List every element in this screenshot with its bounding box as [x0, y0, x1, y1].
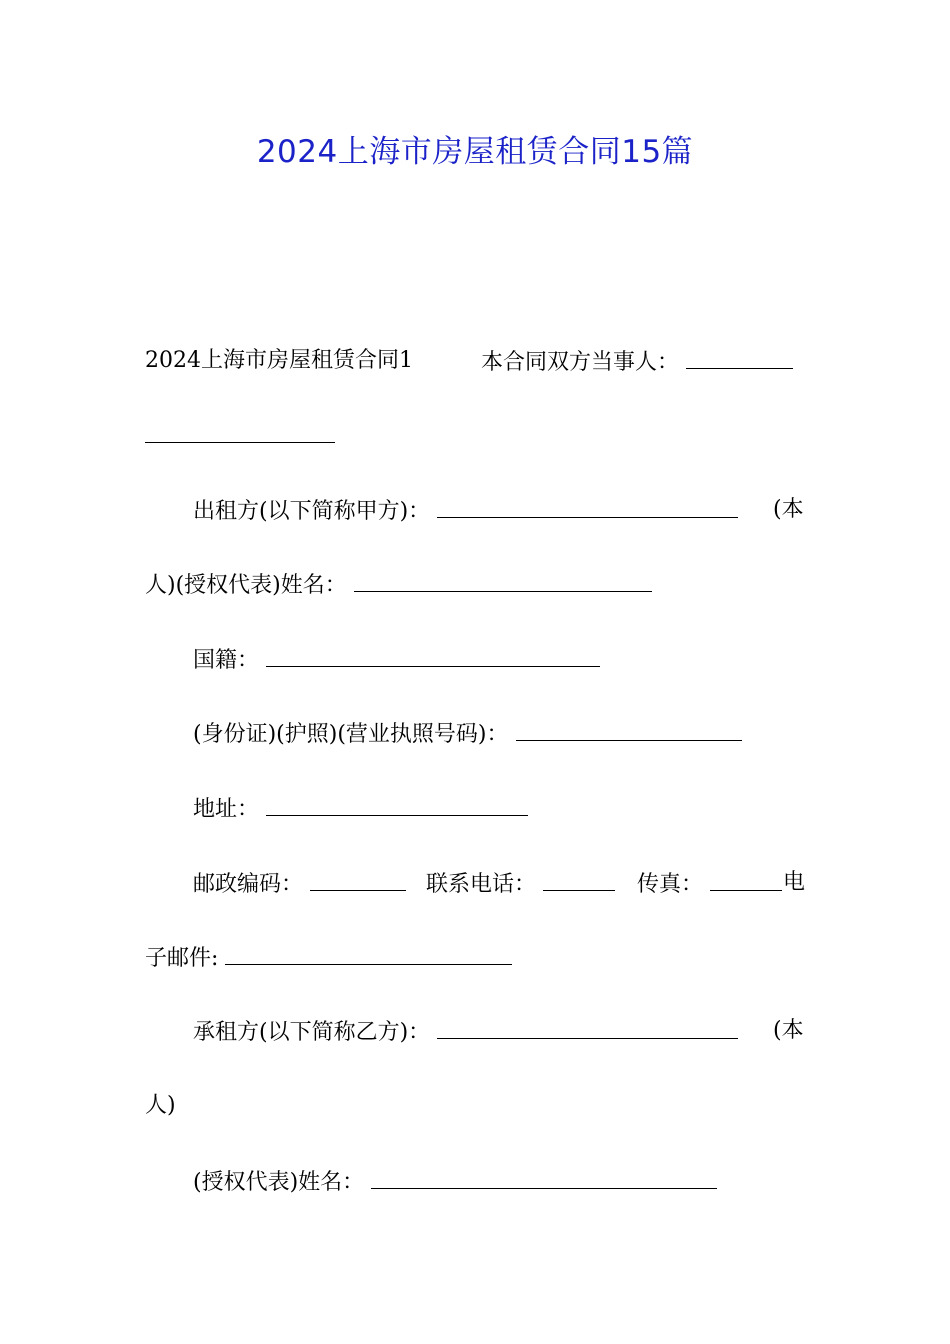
- phone-group: [426, 868, 615, 900]
- lessee-suffix-text: (本: [773, 1018, 804, 1043]
- address-line: [193, 793, 528, 825]
- email-line: [145, 942, 512, 974]
- fax-blank[interactable]: [710, 868, 782, 891]
- fax-label: 传真：: [637, 872, 704, 897]
- nationality-blank[interactable]: [266, 644, 600, 667]
- email-label-start: [783, 868, 805, 898]
- lessor-name-blank[interactable]: [354, 569, 652, 592]
- parties-blank-continued[interactable]: [145, 420, 335, 443]
- lessor-label: 出租方(以下简称甲方)：: [193, 499, 431, 524]
- lessee-blank[interactable]: [437, 1016, 738, 1039]
- id-number-blank[interactable]: [516, 718, 742, 741]
- lessor-name-line: [145, 569, 652, 601]
- phone-blank[interactable]: [543, 868, 615, 891]
- fax-group: [637, 868, 782, 900]
- nationality-label: 国籍：: [193, 648, 260, 673]
- postal-code-label: 邮政编码：: [193, 872, 304, 897]
- lessor-suffix-text: (本: [773, 497, 804, 522]
- document-title: 2024上海市房屋租赁合同15篇: [256, 134, 694, 170]
- contact-line: [193, 868, 406, 900]
- parties-blank[interactable]: [686, 346, 793, 369]
- lessee-label: 承租方(以下简称乙方)：: [193, 1020, 431, 1045]
- lessee-name-blank[interactable]: [371, 1166, 717, 1189]
- lessee-name-line: [193, 1166, 717, 1198]
- lessee-name-label: (授权代表)姓名：: [193, 1170, 365, 1195]
- contract-heading: 2024上海市房屋租赁合同1: [145, 348, 413, 373]
- lessor-blank[interactable]: [437, 495, 738, 518]
- address-blank[interactable]: [266, 793, 528, 816]
- lessee-line: [193, 1016, 738, 1048]
- email-blank[interactable]: [225, 942, 512, 965]
- parties-continuation-line: [145, 420, 335, 452]
- email-label-start-text: 电: [783, 870, 806, 895]
- lessor-name-label: 人)(授权代表)姓名：: [145, 573, 347, 598]
- phone-label: 联系电话：: [426, 872, 537, 897]
- id-number-label: (身份证)(护照)(营业执照号码)：: [193, 722, 509, 747]
- email-label: 子邮件:: [145, 946, 219, 971]
- lessee-suffix-continued-line: [145, 1091, 176, 1121]
- lessor-suffix: [773, 495, 804, 525]
- parties-line: [481, 346, 793, 378]
- parties-label: 本合同双方当事人：: [481, 350, 680, 375]
- postal-code-blank[interactable]: [310, 868, 406, 891]
- contract-heading-line: [145, 346, 413, 376]
- id-number-line: [193, 718, 742, 750]
- lessor-line: [193, 495, 738, 527]
- address-label: 地址：: [193, 797, 260, 822]
- lessee-suffix-continued: 人): [145, 1093, 176, 1118]
- lessee-suffix: [773, 1016, 804, 1046]
- nationality-line: [193, 644, 600, 676]
